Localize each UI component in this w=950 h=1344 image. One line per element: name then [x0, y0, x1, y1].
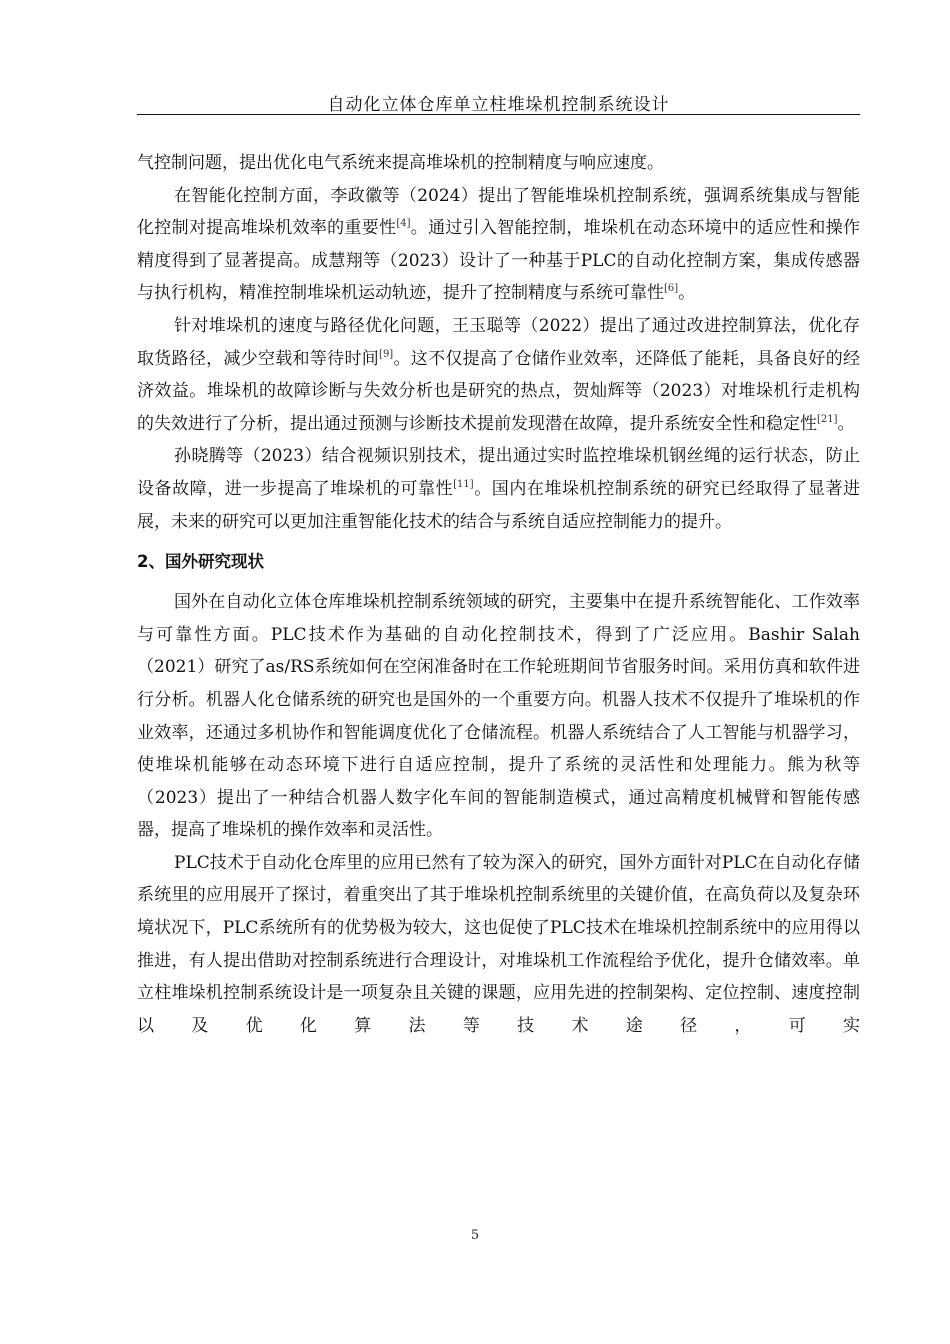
citation-ref: [9]: [379, 348, 394, 360]
section-heading: 2、国外研究现状: [137, 552, 264, 572]
paragraph-text: 孙晓腾等（2023）结合视频识别技术，提出通过实时监控堆垛机钢丝绳的运行状态，防止设备故障，进一步提高了堆垛机的可靠性: [137, 446, 860, 499]
paragraph-text: 国外在自动化立体仓库堆垛机控制系统领域的研究，主要集中在提升系统智能化、工作效率与可靠性方面。PLC技术作为基础的自动化控制技术，得到了广泛应用。Bashir Salah（2021）研究了as/RS系统如何在空闲准备时在工作轮班期间节省服务时间。采用仿真和软件进行分析。机器人化仓储系统的研究也是国外的一个重要方向。机器人技术不仅提升了堆垛机的作业效率，还通过多机协作和智能调度优化了仓储流程。机器人系统结合了人工智能与机器学习，使堆垛机能够在动态环境下进行自适应控制，提升了系统的灵活性和处理能力。熊为秋等（2023）提出了一种结合机器人数字化车间的智能制造模式，通过高精度机械臂和智能传感器，提高了堆垛机的操作效率和灵活性。: [137, 592, 860, 841]
page-number: 5: [470, 1228, 480, 1243]
citation-ref: [4]: [396, 218, 411, 230]
paragraph-intelligent-control: [137, 180, 860, 310]
paragraph-text: PLC技术于自动化仓库里的应用已然有了较为深入的研究，国外方面针对PLC在自动化存储系统里的应用展开了探讨，着重突出了其于堆垛机控制系统里的关键价值，在高负荷以及复杂环境状况下，PLC系统所有的优势极为较大，这也促使了PLC技术在堆垛机控制系统中的应用得以推进，有人提出借助对控制系统进行合理设计，对堆垛机工作流程给予优化，提升仓储效率。单立柱堆垛机控制系统设计是一项复杂且关键的课题，应用先进的控制架构、定位控制、速度控制以及优化算法等技术途径，可实: [137, 852, 860, 1036]
citation-ref: [6]: [664, 283, 679, 295]
paragraph-speed-path: [137, 310, 860, 440]
paragraph-text: 在智能化控制方面，李政徽等（2024）提出了智能堆垛机控制系统，强调系统集成与智能化控制对提高堆垛机效率的重要性: [137, 185, 860, 239]
header-rule: [137, 114, 860, 115]
paragraph-plc-application: [137, 847, 860, 1043]
paragraph-continuation: [137, 147, 860, 180]
paragraph-text: 。: [837, 413, 855, 434]
paragraph-text: 针对堆垛机的速度与路径优化问题，王玉聪等（2022）提出了通过改进控制算法，优化存取货路径，减少空载和等待时间: [137, 315, 860, 369]
document-body: [137, 147, 860, 1042]
citation-ref: [21]: [817, 413, 838, 425]
paragraph-text: 。国内在堆垛机控制系统的研究已经取得了显著进展，未来的研究可以更加注重智能化技术的结合与系统自适应控制能力的提升。: [137, 478, 861, 532]
paragraph-text: 。: [678, 283, 696, 304]
paragraph-video-recognition: [137, 440, 860, 538]
page-header-title: 自动化立体仓库单立柱堆垛机控制系统设计: [327, 95, 670, 115]
paragraph-text: 。通过引入智能控制，堆垛机在动态环境中的适应性和操作精度得到了显著提高。成慧翔等（2023）设计了一种基于PLC的自动化控制方案，集成传感器与执行机构，精准控制堆垛机运动轨迹，提升了控制精度与系统可靠性: [137, 218, 860, 304]
paragraph-text: 气控制问题，提出优化电气系统来提高堆垛机的控制精度与响应速度。: [137, 153, 664, 173]
citation-ref: [11]: [453, 478, 474, 490]
paragraph-text: 。这不仅提高了仓储作业效率，还降低了能耗，具备良好的经济效益。堆垛机的故障诊断与失效分析也是研究的热点，贺灿辉等（2023）对堆垛机行走机构的失效进行了分析，提出通过预测与诊断技术提前发现潜在故障，提升系统安全性和稳定性: [137, 348, 861, 434]
paragraph-foreign-research: [137, 586, 860, 847]
